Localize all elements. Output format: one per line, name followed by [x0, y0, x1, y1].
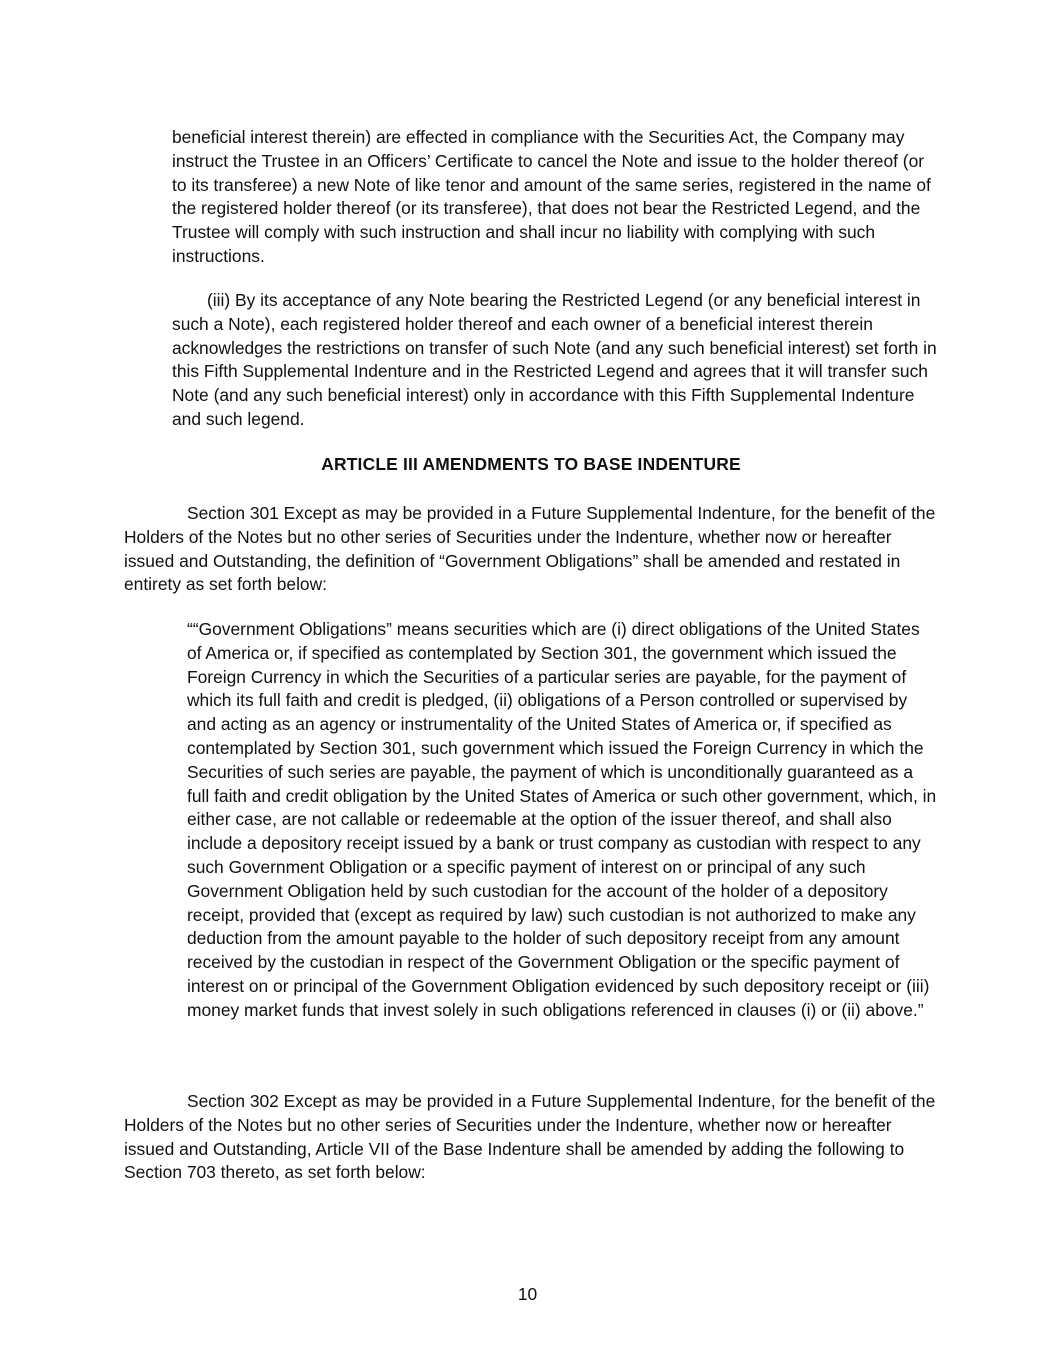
clause-iii-paragraph: (iii) By its acceptance of any Note bearing the Restricted Legend (or any beneficial interest in such a Note), each registered holder thereof and each owner of a beneficial interest therein acknowledges the restrictions on transfer of such Note (and any such beneficial interest) set forth in this Fifth Supplemental Indenture and in the Restricted Legend and agrees that it will transfer such Note (and any such beneficial interest) only in accordance with this Fifth Supplemental Indenture and such legend.: [172, 290, 937, 429]
page-number: 10: [517, 1284, 538, 1304]
section-301-paragraph: Section 301 Except as may be provided in a Future Supplemental Indenture, for the benefit of the Holders of the Notes but no other series of Securities under the Indenture, whether now or hereafter issued and Outstanding, the definition of “Government Obligations” shall be amended and restated in entirety as set forth below:: [124, 503, 936, 595]
government-obligations-definition: ““Government Obligations” means securities which are (i) direct obligations of the United States of America or, if specified as contemplated by Section 301, the government which issued the Foreign Currency in which the Securities of a particular series are payable, for the payment of which its full faith and credit is pledged, (ii) obligations of a Person controlled or supervised by and acting as an agency or instrumentality of the United States of America or, if specified as contemplated by Section 301, such government which issued the Foreign Currency in which the Securities of such series are payable, the payment of which is unconditionally guaranteed as a full faith and credit obligation by the United States of America or such other government, which, in either case, are not callable or redeemable at the option of the issuer thereof, and shall also include a depository receipt issued by a bank or trust company as custodian with respect to any such Government Obligation or a specific payment of interest on or principal of any such Government Obligation held by such custodian for the account of the holder of a depository receipt, provided that (except as required by law) such custodian is not authorized to make any deduction from the amount payable to the holder of such depository receipt from any amount received by the custodian in respect of the Government Obligation or the specific payment of interest on or principal of the Government Obligation evidenced by such depository receipt or (iii) money market funds that invest solely in such obligations referenced in clauses (i) or (ii) above.”: [187, 619, 937, 1020]
continuation-paragraph: beneficial interest therein) are effected in compliance with the Securities Act, the Company may instruct the Trustee in an Officers’ Certificate to cancel the Note and issue to the holder thereof (or to its transferee) a new Note of like tenor and amount of the same series, registered in the name of the registered holder thereof (or its transferee), that does not bear the Restricted Legend, and the Trustee will comply with such instruction and shall incur no liability with complying with such instructions.: [172, 127, 931, 266]
section-302-paragraph: Section 302 Except as may be provided in a Future Supplemental Indenture, for the benefit of the Holders of the Notes but no other series of Securities under the Indenture, whether now or hereafter issued and Outstanding, Article VII of the Base Indenture shall be amended by adding the following to Section 703 thereto, as set forth below:: [124, 1091, 936, 1183]
article-heading: ARTICLE III AMENDMENTS TO BASE INDENTURE: [321, 454, 741, 474]
